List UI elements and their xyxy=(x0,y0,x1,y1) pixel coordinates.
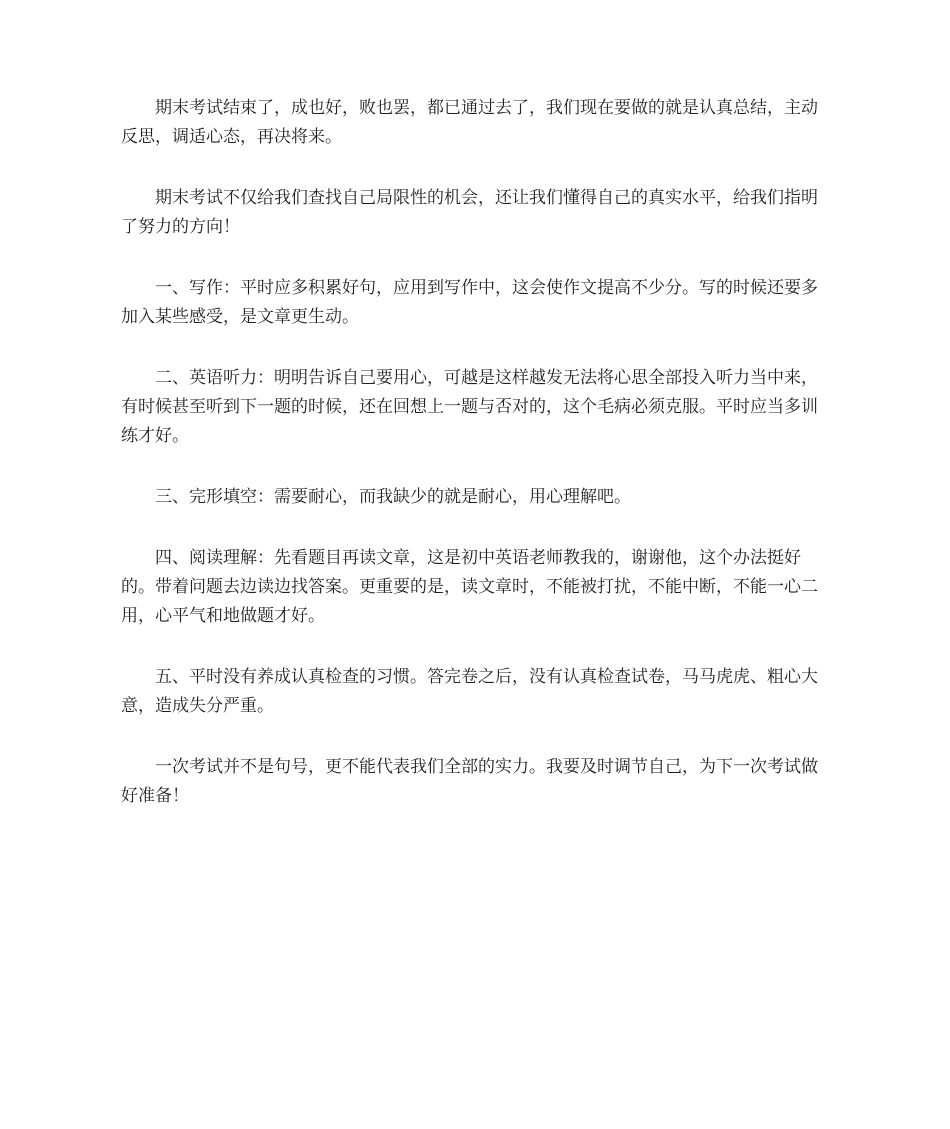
paragraph-conclusion: 一次考试并不是句号，更不能代表我们全部的实力。我要及时调节自己，为下一次考试做好准备！ xyxy=(121,757,818,806)
paragraph-reading: 四、阅读理解：先看题目再读文章，这是初中英语老师教我的，谢谢他，这个办法挺好的。带着问题去边读边找答案。更重要的是，读文章时，不能被打扰，不能中断，不能一心二用，心平气和地做题才好。 xyxy=(121,548,818,626)
paragraph-cloze: 三、完形填空：需要耐心，而我缺少的就是耐心，用心理解吧。 xyxy=(155,487,631,507)
paragraph-writing: 一、写作：平时应多积累好句，应用到写作中，这会使作文提高不少分。写的时候还要多加入某些感受，是文章更生动。 xyxy=(121,278,818,327)
paragraph-intro: 期末考试结束了，成也好，败也罢，都已通过去了，我们现在要做的就是认真总结，主动反思，调适心态，再决将来。 xyxy=(121,98,818,147)
paragraph-checking: 五、平时没有养成认真检查的习惯。答完卷之后，没有认真检查试卷，马马虎虎、粗心大意，造成失分严重。 xyxy=(121,667,818,716)
paragraph-purpose: 期末考试不仅给我们查找自己局限性的机会，还让我们懂得自己的真实水平，给我们指明了努力的方向！ xyxy=(121,188,818,237)
paragraph-listening: 二、英语听力：明明告诉自己要用心，可越是这样越发无法将心思全部投入听力当中来，有时候甚至听到下一题的时候，还在回想上一题与否对的，这个毛病必须克服。平时应当多训练才好。 xyxy=(121,368,818,446)
